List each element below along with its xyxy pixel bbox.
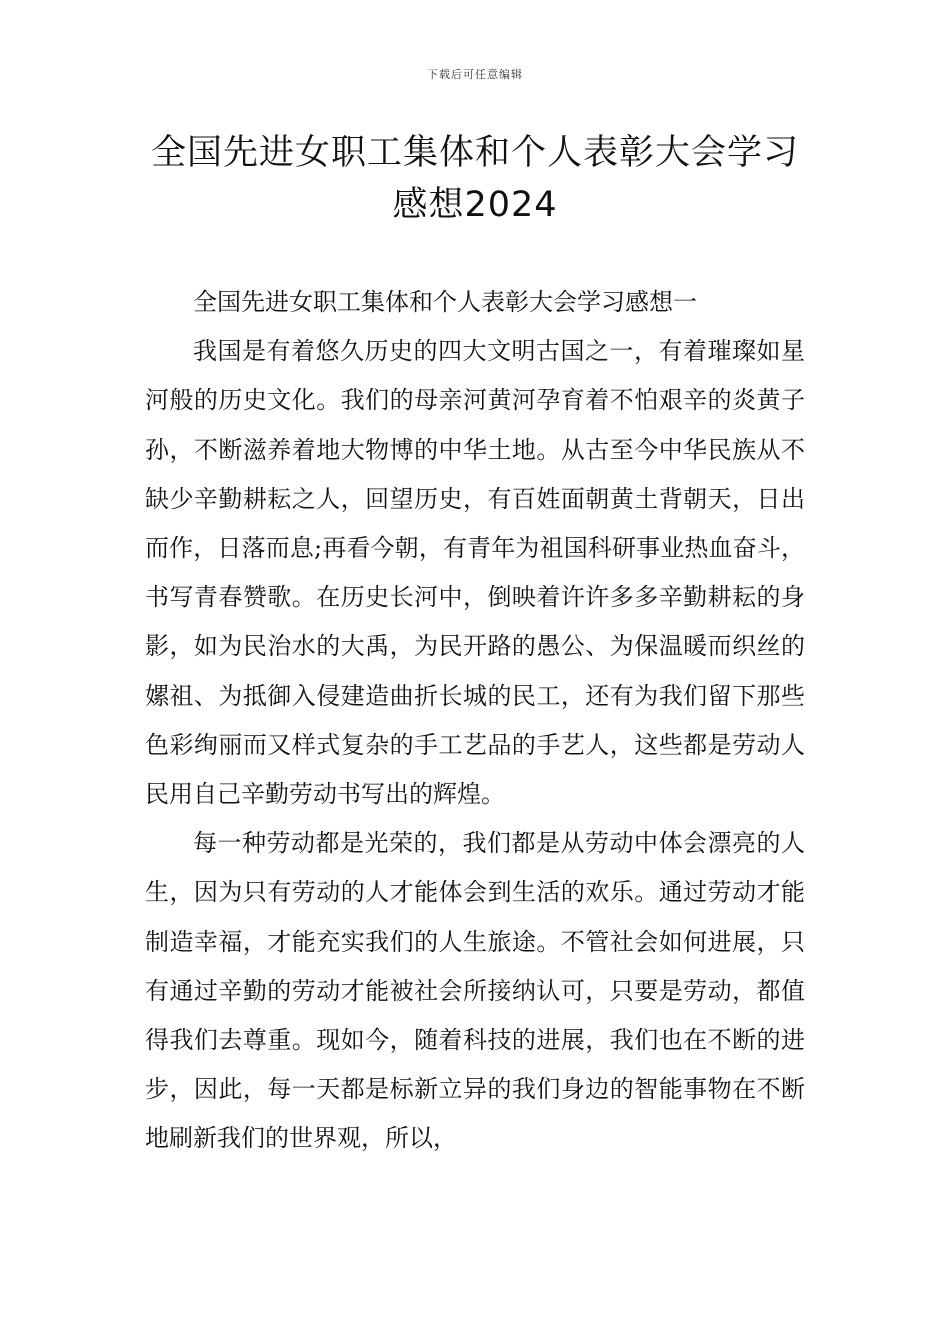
section-heading: 全国先进女职工集体和个人表彰大会学习感想一	[193, 288, 697, 316]
paragraph: 我国是有着悠久历史的四大文明古国之一，有着璀璨如星河般的历史文化。我们的母亲河黄河孕育着不怕艰辛的炎黄子孙，不断滋养着地大物博的中华土地。从古至今中华民族从不缺少辛勤耕耘之人，回望历史，有百姓面朝黄土背朝天，日出而作，日落而息;再看今朝，有青年为祖国科研事业热血奋斗，书写青春赞歌。在历史长河中，倒映着许许多多辛勤耕耘的身影，如为民治水的大禹，为民开路的愚公、为保温暖而织丝的嫘祖、为抵御入侵建造曲折长城的民工，还有为我们留下那些色彩绚丽而又样式复杂的手工艺品的手艺人，这些都是劳动人民用自己辛勤劳动书写出的辉煌。	[145, 337, 805, 809]
header-note: 下载后可任意编辑	[427, 68, 523, 81]
document-body	[145, 278, 805, 1164]
paragraph: 每一种劳动都是光荣的，我们都是从劳动中体会漂亮的人生，因为只有劳动的人才能体会到生活的欢乐。通过劳动才能制造幸福，才能充实我们的人生旅途。不管社会如何进展，只有通过辛勤的劳动才能被社会所接纳认可，只要是劳动，都值得我们去尊重。现如今，随着科技的进展，我们也在不断的进步，因此，每一天都是标新立异的我们身边的智能事物在不断地刷新我们的世界观，所以，	[145, 829, 805, 1153]
document-title: 全国先进女职工集体和个人表彰大会学习感想2024	[150, 133, 799, 225]
